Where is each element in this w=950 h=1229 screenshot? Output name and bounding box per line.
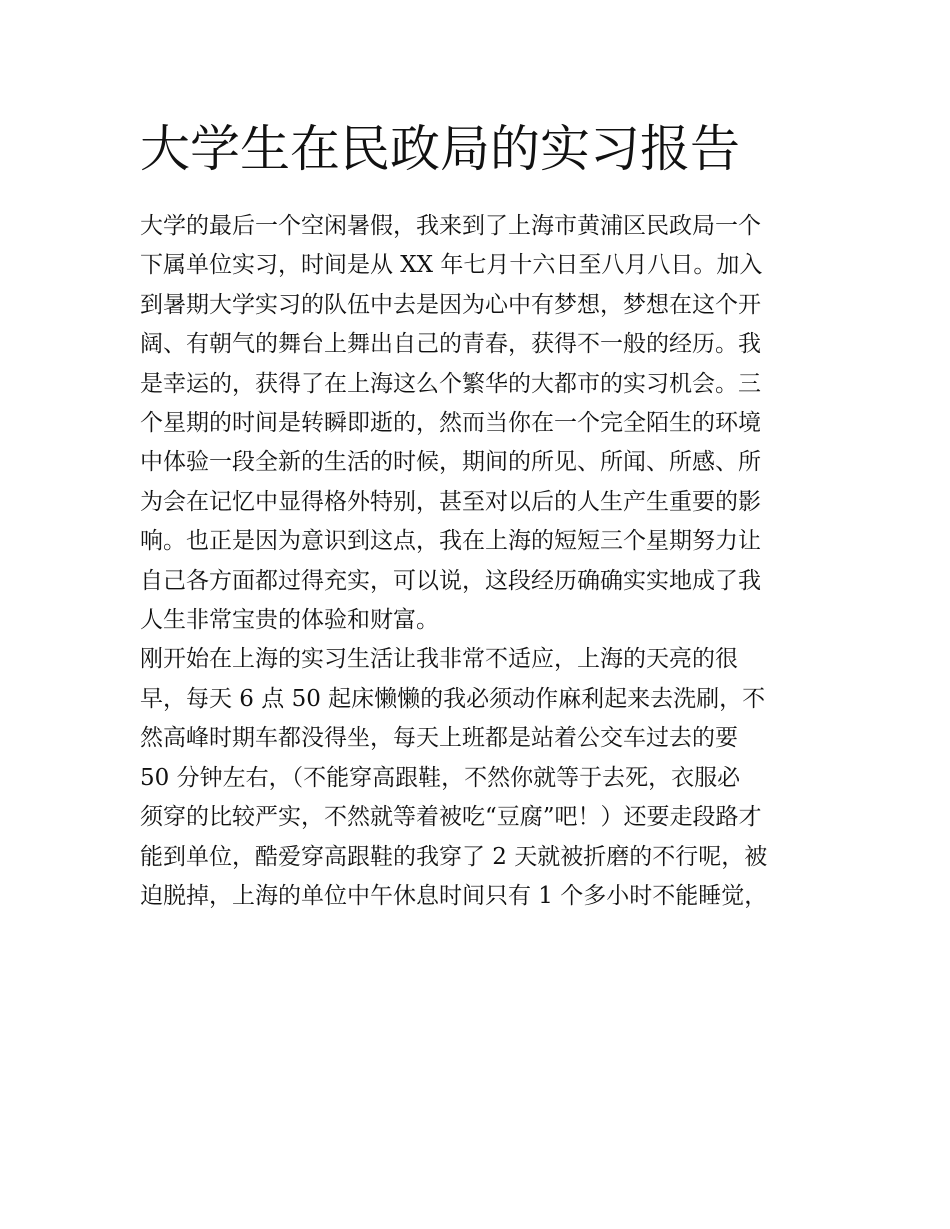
text-line: 阔、有朝气的舞台上舞出自己的青春，获得不一般的经历。我: [140, 331, 761, 358]
text-line: 响。也正是因为意识到这点，我在上海的短短三个星期努力让: [140, 528, 761, 555]
text-line: 下属单位实习，时间是从 XX 年七月十六日至八月八日。加入: [140, 252, 763, 279]
document-title: 大学生在民政局的实习报告: [140, 120, 740, 178]
text-line: 50 分钟左右，（不能穿高跟鞋，不然你就等于去死，衣服必: [140, 764, 741, 791]
text-line: 是幸运的，获得了在上海这么个繁华的大都市的实习机会。三: [140, 370, 761, 397]
text-line: 中体验一段全新的生活的时候，期间的所见、所闻、所感、所: [140, 449, 761, 476]
text-line: 早，每天 6 点 50 起床懒懒的我必须动作麻利起来去洗刷，不: [140, 685, 766, 712]
text-line: 然高峰时期车都没得坐，每天上班都是站着公交车过去的要: [140, 725, 738, 752]
text-line: 刚开始在上海的实习生活让我非常不适应，上海的天亮的很: [140, 646, 738, 673]
paragraph-1: [140, 207, 812, 640]
text-line: 大学的最后一个空闲暑假，我来到了上海市黄浦区民政局一个: [140, 213, 761, 239]
text-line: 为会在记忆中显得格外特别，甚至对以后的人生产生重要的影: [140, 488, 761, 515]
document-content: [140, 117, 812, 916]
text-line: 到暑期大学实习的队伍中去是因为心中有梦想，梦想在这个开: [140, 291, 761, 318]
text-line: 自己各方面都过得充实，可以说，这段经历确确实实地成了我: [140, 567, 761, 594]
text-line: 个星期的时间是转瞬即逝的，然而当你在一个完全陌生的环境: [140, 410, 761, 437]
text-line: 人生非常宝贵的体验和财富。: [140, 607, 439, 634]
text-line: 迫脱掉，上海的单位中午休息时间只有 1 个多小时不能睡觉，: [140, 882, 768, 909]
text-line: 能到单位，酷爱穿高跟鞋的我穿了 2 天就被折磨的不行呢，被: [140, 843, 768, 870]
document-body: [140, 207, 812, 916]
text-line: 须穿的比较严实，不然就等着被吃“豆腐”吧！）还要走段路才: [140, 804, 762, 831]
paragraph-2: [140, 640, 812, 916]
